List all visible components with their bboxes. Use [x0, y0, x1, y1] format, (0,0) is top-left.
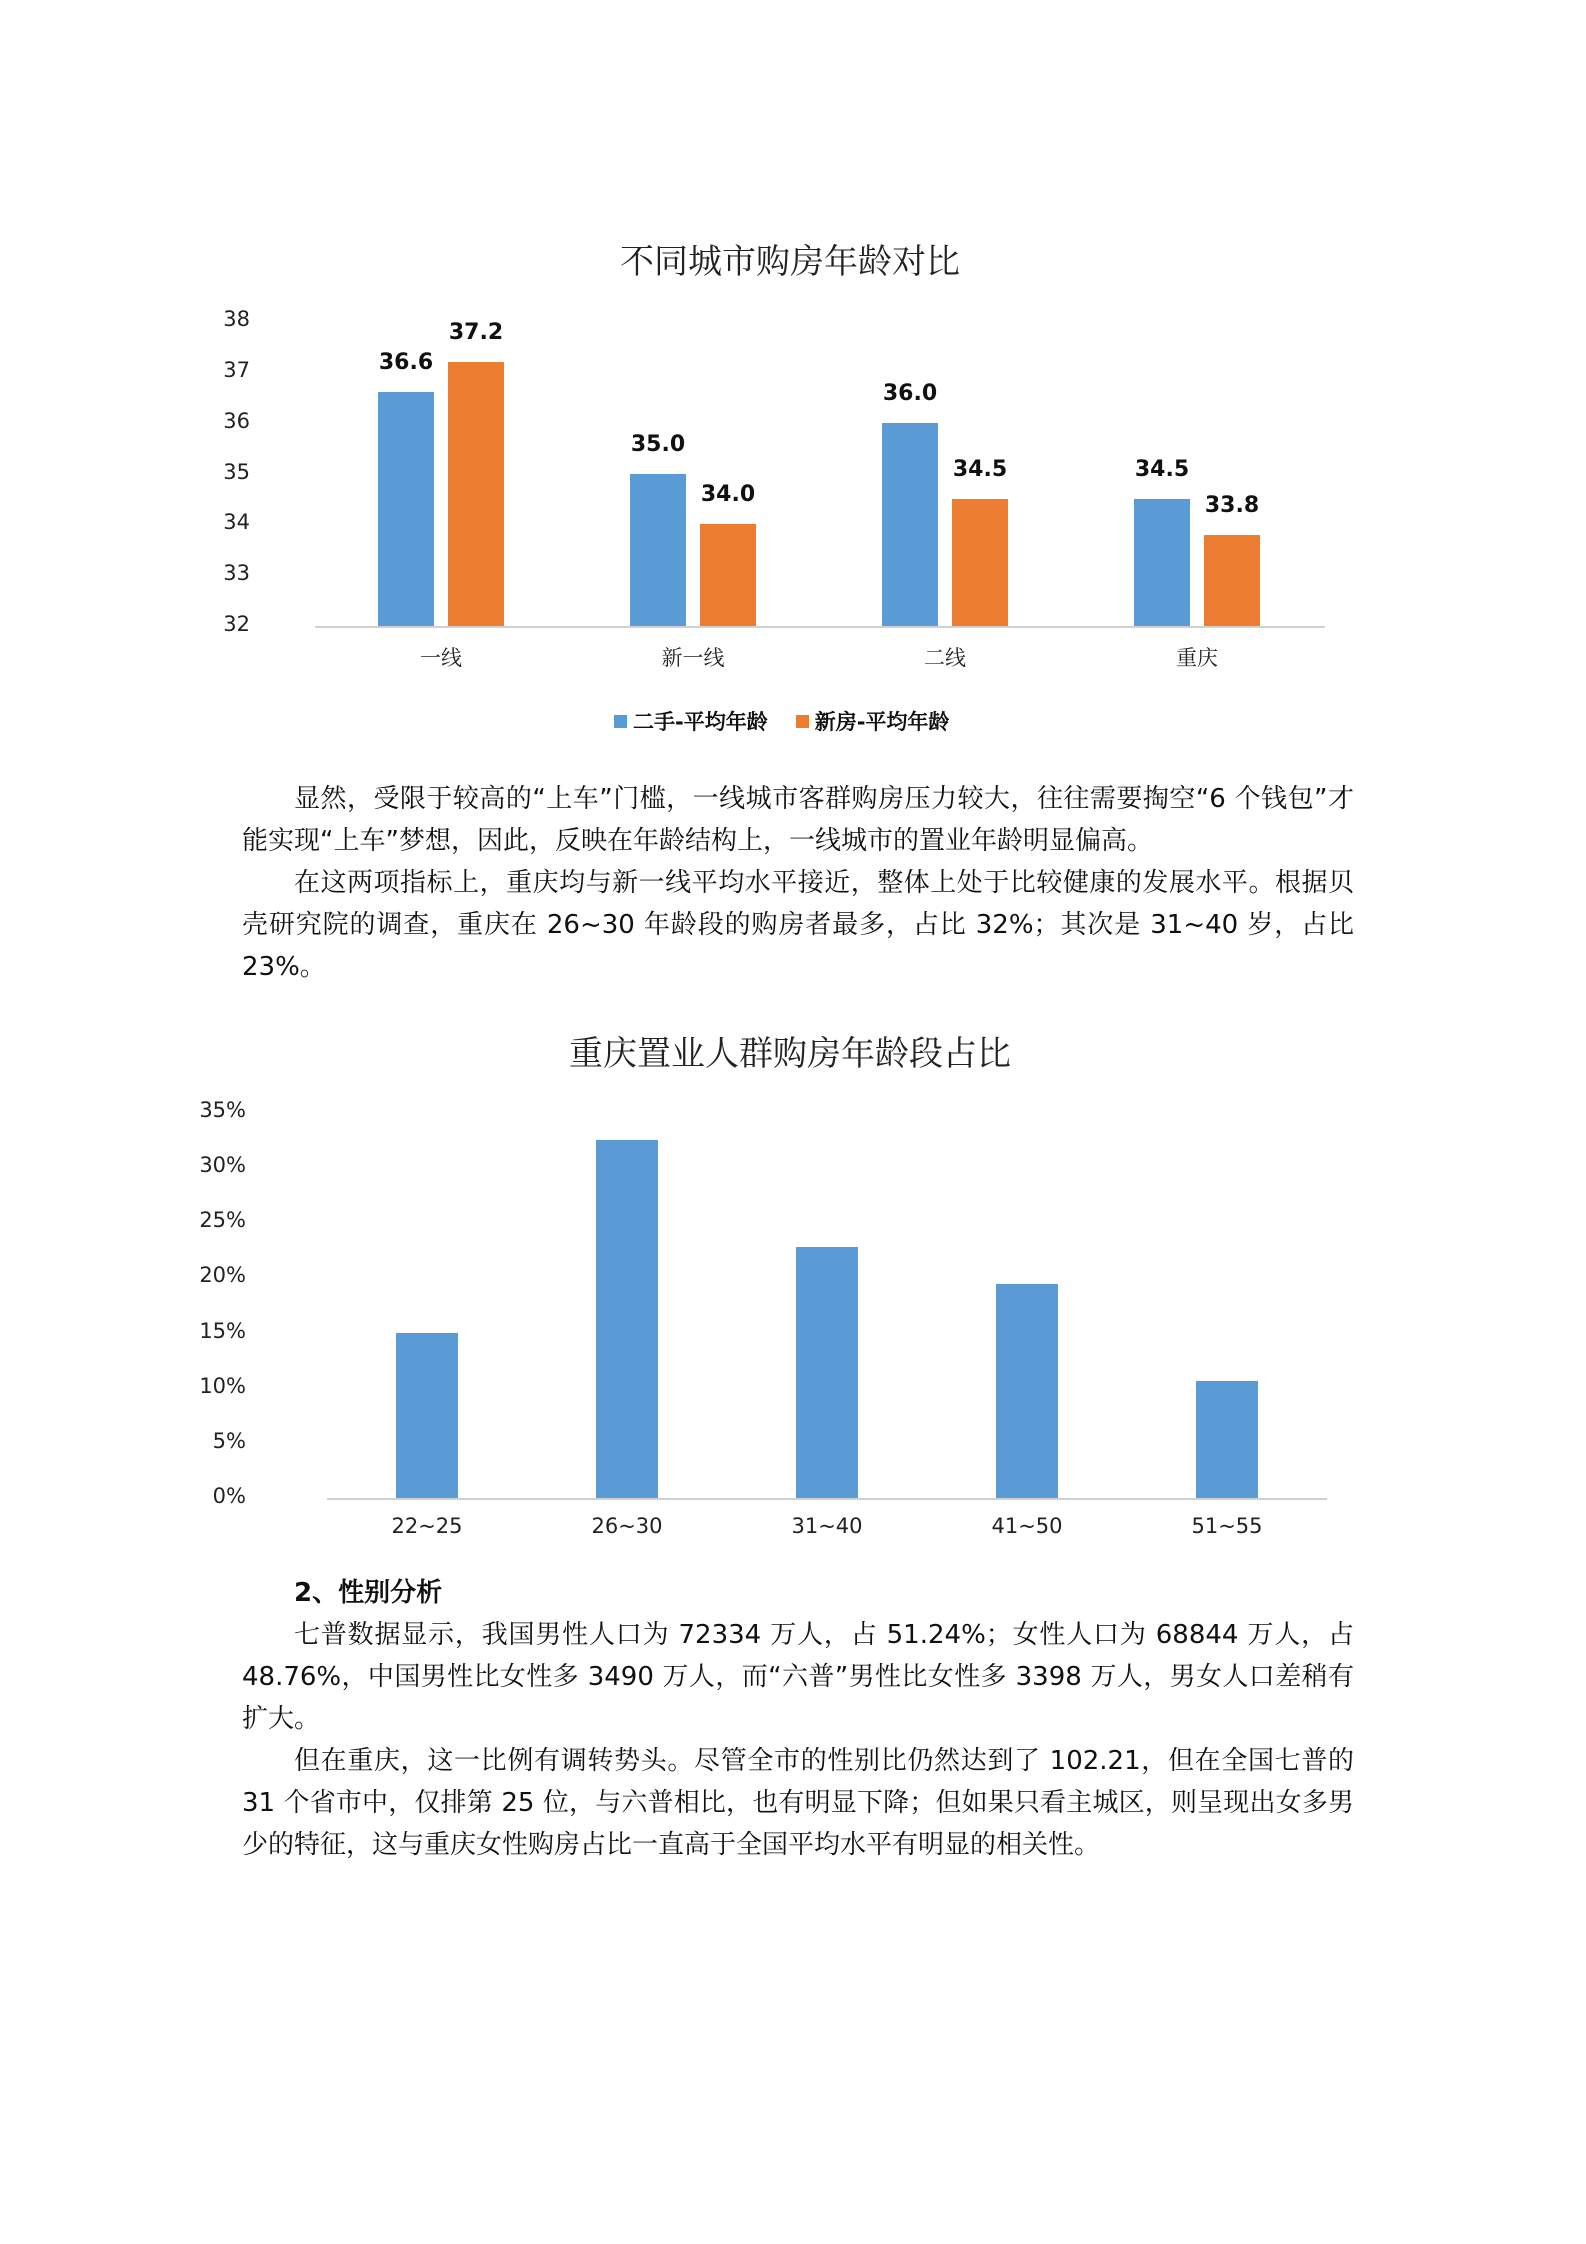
legend-item-newhouse [796, 706, 950, 736]
data-label: 36.6 [378, 350, 434, 376]
x-tick-label: 22~25 [391, 1514, 463, 1538]
bar-age-group [996, 1284, 1058, 1498]
y-tick-label: 20% [199, 1263, 246, 1288]
paragraph: 显然，受限于较高的“上车”门槛，一线城市客群购房压力较大，往往需要掏空“6 个钱包”才能实现“上车”梦想，因此，反映在年龄结构上，一线城市的置业年龄明显偏高。 [242, 784, 1354, 856]
paragraph: 在这两项指标上，重庆均与新一线平均水平接近，整体上处于比较健康的发展水平。根据贝壳研究院的调查，重庆在 26~30 年龄段的购房者最多，占比 32%；其次是 31~40 岁，占比 23%。 [242, 868, 1354, 982]
chart-title: 不同城市购房年龄对比 [620, 242, 960, 282]
y-tick-label: 35 [223, 459, 250, 484]
y-tick-label: 25% [199, 1208, 246, 1233]
x-tick-label: 重庆 [1176, 646, 1218, 670]
body-text-2 [242, 1572, 1354, 1866]
y-tick-label: 34 [223, 510, 250, 535]
x-tick-label: 一线 [420, 646, 462, 670]
data-label: 33.8 [1204, 492, 1260, 518]
y-tick-label: 38 [223, 307, 250, 331]
legend-item-secondhand [614, 706, 768, 736]
x-tick-label: 26~30 [591, 1514, 663, 1538]
y-tick-label: 32 [223, 612, 250, 636]
legend-label: 二手-平均年龄 [633, 710, 768, 734]
chart-title: 重庆置业人群购房年龄段占比 [569, 1034, 1011, 1074]
bar-newhouse [700, 524, 756, 626]
chart-legend [614, 706, 949, 736]
bar-age-group [396, 1333, 458, 1498]
section-heading: 2、性别分析 [294, 1578, 443, 1608]
paragraph: 但在重庆，这一比例有调转势头。尽管全市的性别比仍然达到了 102.21，但在全国七普的 31 个省市中，仅排第 25 位，与六普相比，也有明显下降；但如果只看主城区，则呈现出女多男少的特征，这与重庆女性购房占比一直高于全国平均水平有明显的相关性。 [242, 1746, 1354, 1860]
x-tick-label: 51~55 [1191, 1514, 1263, 1538]
bar-secondhand [882, 423, 938, 626]
x-tick-label: 41~50 [991, 1514, 1063, 1538]
x-axis-line [315, 626, 1325, 628]
legend-swatch-blue [614, 715, 627, 728]
y-tick-label: 30% [199, 1153, 246, 1178]
x-tick-label: 二线 [924, 646, 966, 670]
legend-label: 新房-平均年龄 [814, 710, 950, 734]
chart-chongqing-age-share [199, 1020, 1350, 1540]
legend-swatch-orange [796, 715, 809, 728]
data-label: 36.0 [882, 380, 938, 406]
paragraph: 七普数据显示，我国男性人口为 72334 万人，占 51.24%；女性人口为 68844 万人，占 48.76%，中国男性比女性多 3490 万人，而“六普”男性比女性多 3398 万人，男女人口差稍有扩大。 [242, 1620, 1354, 1734]
bar-newhouse [952, 499, 1008, 626]
bar-newhouse [1204, 535, 1260, 627]
bar-age-group [796, 1247, 858, 1498]
x-tick-label: 31~40 [791, 1514, 863, 1538]
body-text-1 [242, 778, 1354, 988]
chart-city-age-comparison [223, 230, 1350, 750]
bar-secondhand [630, 474, 686, 627]
x-axis-line [327, 1498, 1327, 1500]
bar-secondhand [1134, 499, 1190, 626]
bar-newhouse [448, 362, 504, 626]
y-tick-label: 5% [212, 1428, 246, 1453]
data-label: 34.0 [700, 482, 756, 508]
data-label: 37.2 [448, 319, 504, 345]
data-label: 35.0 [630, 431, 686, 457]
y-tick-label: 37 [223, 357, 250, 382]
y-tick-label: 0% [212, 1484, 246, 1508]
y-tick-label: 15% [199, 1318, 246, 1343]
y-tick-label: 10% [199, 1373, 246, 1398]
bar-secondhand [378, 392, 434, 626]
y-tick-label: 35% [199, 1098, 246, 1122]
data-label: 34.5 [952, 456, 1008, 482]
y-tick-label: 33 [223, 561, 250, 586]
bar-age-group [596, 1140, 658, 1498]
bar-age-group [1196, 1381, 1258, 1498]
y-tick-label: 36 [223, 408, 250, 433]
x-tick-label: 新一线 [661, 646, 725, 670]
data-label: 34.5 [1134, 456, 1190, 482]
